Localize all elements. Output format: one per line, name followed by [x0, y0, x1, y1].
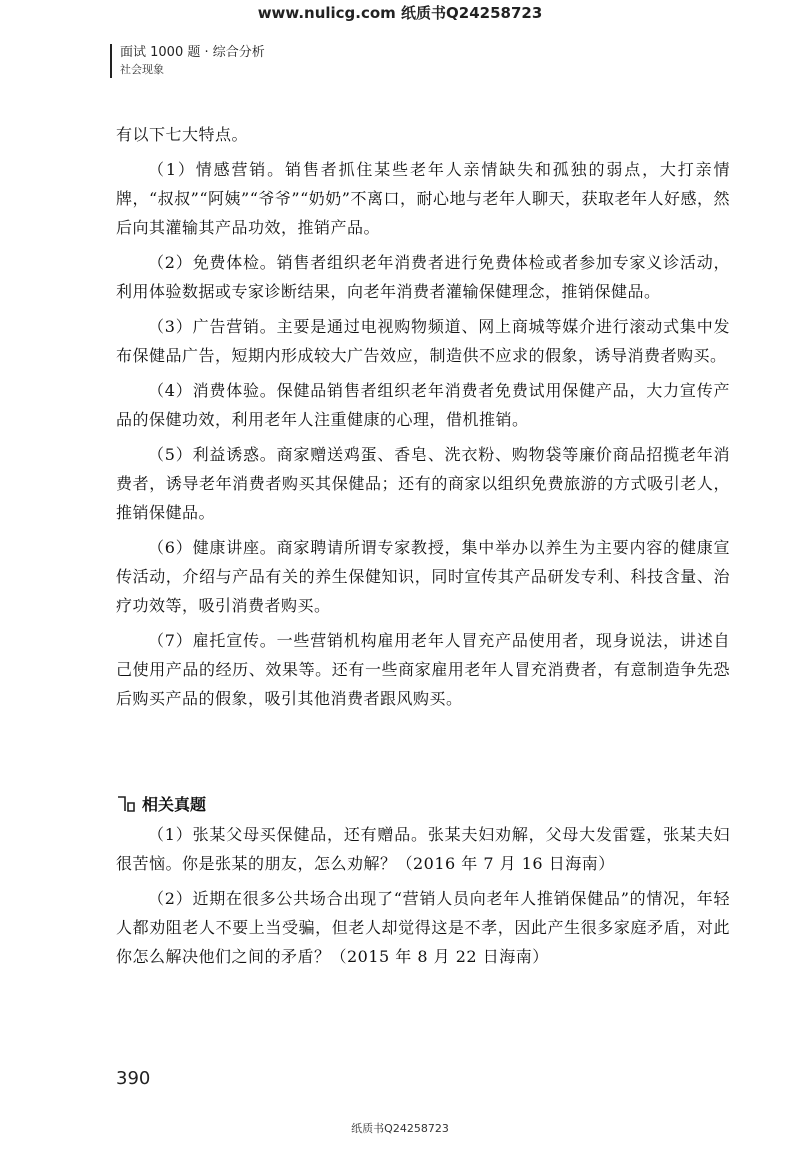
running-header	[110, 44, 265, 78]
section-marker-icon	[116, 794, 136, 814]
page-number: 390	[116, 1068, 151, 1089]
book-title: 面试 1000 题 · 综合分析	[120, 45, 265, 60]
related-title-text: 相关真题	[142, 795, 207, 814]
list-item: （1）情感营销。销售者抓住某些老年人亲情缺失和孤独的弱点，大打亲情牌，“叔叔”“阿姨”“爷爷”“奶奶”不离口，耐心地与老年人聊天，获取老年人好感，然后向其灌输其产品功效，推销产品。	[116, 160, 730, 237]
question-item: （1）张某父母买保健品，还有赠品。张某夫妇劝解，父母大发雷霆，张某夫妇很苦恼。你是张某的朋友，怎么劝解？（2016 年 7 月 16 日海南）	[116, 825, 730, 873]
list-item: （2）免费体检。销售者组织老年消费者进行免费体检或者参加专家义诊活动，利用体验数据或专家诊断结果，向老年消费者灌输保健理念，推销保健品。	[116, 253, 730, 301]
list-item: （6）健康讲座。商家聘请所谓专家教授，集中举办以养生为主要内容的健康宣传活动，介绍与产品有关的养生保健知识，同时宣传其产品研发专利、科技含量、治疗功效等，吸引消费者购买。	[116, 538, 730, 615]
related-questions	[116, 820, 730, 977]
list-item: （3）广告营销。主要是通过电视购物频道、网上商城等媒介进行滚动式集中发布保健品广告，短期内形成较大广告效应，制造供不应求的假象，诱导消费者购买。	[116, 317, 730, 365]
list-item: （5）利益诱惑。商家赠送鸡蛋、香皂、洗衣粉、购物袋等廉价商品招揽老年消费者，诱导老年消费者购买其保健品；还有的商家以组织免费旅游的方式吸引老人，推销保健品。	[116, 445, 730, 522]
list-item: （7）雇托宣传。一些营销机构雇用老年人冒充产品使用者，现身说法，讲述自己使用产品的经历、效果等。还有一些商家雇用老年人冒充消费者，有意制造争先恐后购买产品的假象，吸引其他消费者跟风购买。	[116, 631, 730, 708]
list-item: （4）消费体验。保健品销售者组织老年消费者免费试用保健产品，大力宣传产品的保健功效，利用老年人注重健康的心理，借机推销。	[116, 381, 730, 429]
footer-text: 纸质书Q24258723	[351, 1122, 449, 1135]
chapter-title: 社会现象	[120, 63, 164, 76]
top-banner: www.nulicg.com 纸质书Q24258723	[257, 4, 543, 22]
main-content	[116, 120, 730, 713]
question-item: （2）近期在很多公共场合出现了“营销人员向老年人推销保健品”的情况，年轻人都劝阻老人不要上当受骗，但老人却觉得这是不孝，因此产生很多家庭矛盾，对此你怎么解决他们之间的矛盾？（2015 年 8 月 22 日海南）	[116, 889, 730, 966]
related-section-title	[116, 792, 206, 815]
intro-text: 有以下七大特点。	[116, 125, 249, 144]
